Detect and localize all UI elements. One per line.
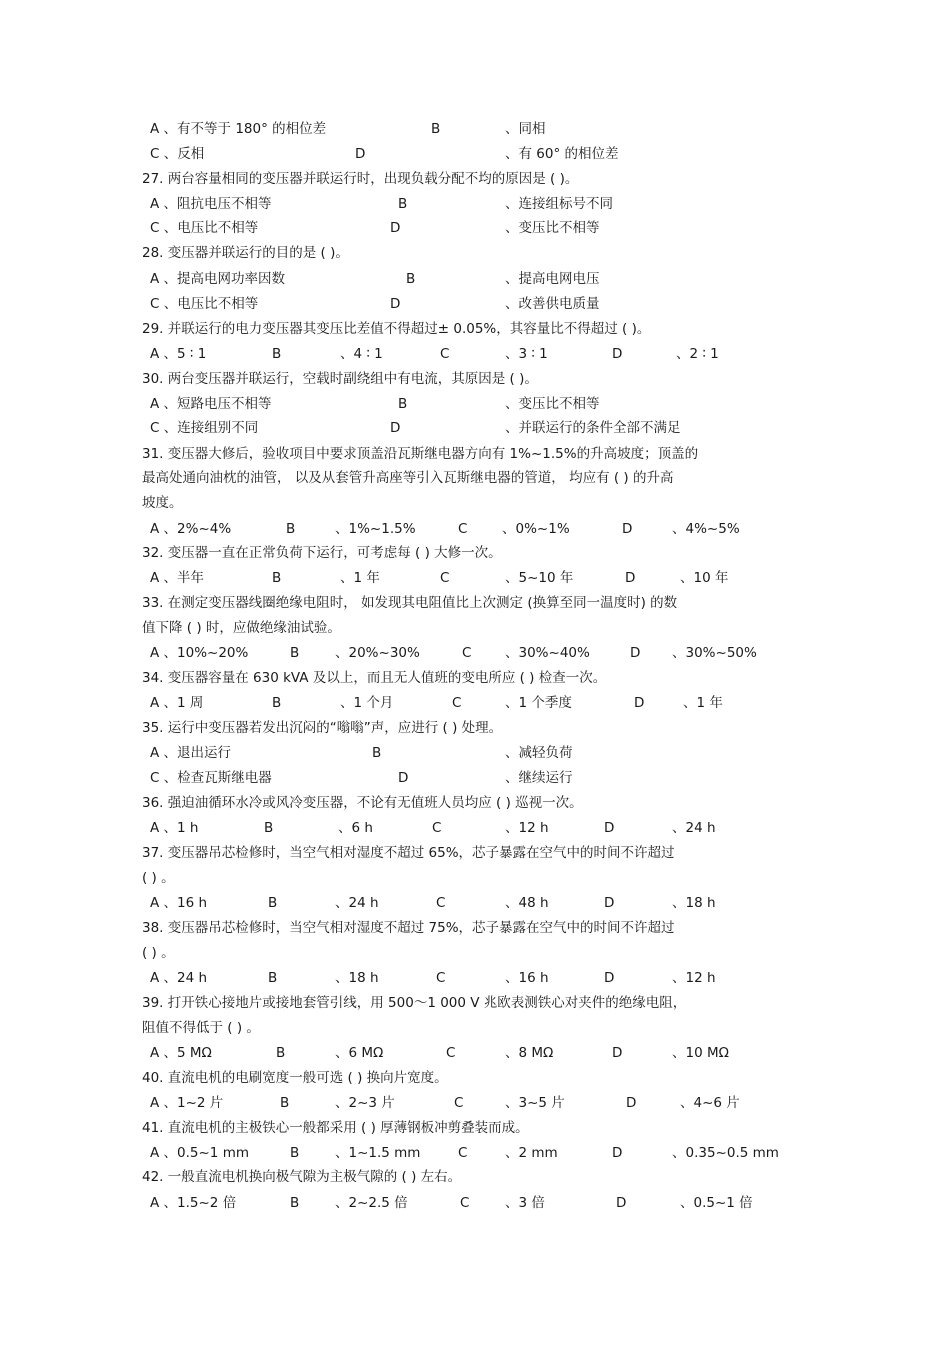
option-a: A 、短路电压不相等 xyxy=(150,396,272,412)
option-d: 、4~6 片 xyxy=(680,1095,740,1111)
option-d-letter: D xyxy=(398,770,409,786)
option-a: A 、5 MΩ xyxy=(150,1045,212,1061)
option-c: C 、电压比不相等 xyxy=(150,220,259,236)
option-d-letter: D xyxy=(622,521,633,537)
option-b: 、变压比不相等 xyxy=(505,396,600,412)
option-a: A 、退出运行 xyxy=(150,745,232,761)
option-b: 、1 个月 xyxy=(340,695,394,711)
option-c-letter: C xyxy=(440,346,450,362)
option-b: 、6 MΩ xyxy=(335,1045,384,1061)
option-c: 、0%~1% xyxy=(502,521,570,537)
option-a: A 、10%~20% xyxy=(150,645,249,661)
option-c: C 、电压比不相等 xyxy=(150,296,259,312)
question-30: 30. 两台变压器并联运行，空载时副绕组中有电流，其原因是 ( )。 xyxy=(142,371,538,387)
option-d-letter: D xyxy=(390,420,401,436)
option-c: C 、反相 xyxy=(150,146,205,162)
option-b-letter: B xyxy=(280,1095,290,1111)
option-b-letter: B xyxy=(372,745,382,761)
option-b: 、1%~1.5% xyxy=(335,521,416,537)
option-b: 、2~2.5 倍 xyxy=(335,1195,408,1211)
question-38-line-2: ( ) 。 xyxy=(142,945,175,961)
question-31-line-2: 最高处通向油枕的油管， 以及从套管升高座等引入瓦斯继电器的管道， 均应有 ( ) 的升高 xyxy=(142,470,674,486)
option-c-letter: C xyxy=(454,1095,464,1111)
option-c: 、3 倍 xyxy=(505,1195,545,1211)
question-37-line-2: ( ) 。 xyxy=(142,870,175,886)
option-c-letter: C xyxy=(462,645,472,661)
option-b-letter: B xyxy=(290,645,300,661)
option-d: 、18 h xyxy=(672,895,716,911)
option-b: 、连接组标号不同 xyxy=(505,196,613,212)
option-d-letter: D xyxy=(604,895,615,911)
option-c: 、16 h xyxy=(505,970,549,986)
option-d-letter: D xyxy=(634,695,645,711)
option-b-letter: B xyxy=(272,346,282,362)
question-34: 34. 变压器容量在 630 kVA 及以上，而且无人值班的变电所应 ( ) 检查一次。 xyxy=(142,670,607,686)
option-a: A 、24 h xyxy=(150,970,208,986)
option-b-letter: B xyxy=(431,121,441,137)
option-b: 、18 h xyxy=(335,970,379,986)
option-d: 、0.5~1 倍 xyxy=(680,1195,753,1211)
option-d: 、继续运行 xyxy=(505,770,573,786)
option-b: 、4 ∶ 1 xyxy=(340,346,383,362)
option-b-letter: B xyxy=(264,820,274,836)
question-32: 32. 变压器一直在正常负荷下运行，可考虑每 ( ) 大修一次。 xyxy=(142,545,502,561)
option-b-letter: B xyxy=(272,570,282,586)
option-b: 、减轻负荷 xyxy=(505,745,573,761)
option-c: 、48 h xyxy=(505,895,549,911)
option-d: 、12 h xyxy=(672,970,716,986)
option-b: 、提高电网电压 xyxy=(505,271,600,287)
option-a: A 、半年 xyxy=(150,570,205,586)
option-c: 、2 mm xyxy=(505,1145,558,1161)
option-d-letter: D xyxy=(625,570,636,586)
option-d-letter: D xyxy=(630,645,641,661)
option-c: 、3 ∶ 1 xyxy=(505,346,548,362)
option-d: 、10 年 xyxy=(680,570,729,586)
option-c: 、30%~40% xyxy=(505,645,590,661)
option-d: 、有 60° 的相位差 xyxy=(505,146,619,162)
option-d-letter: D xyxy=(612,1045,623,1061)
option-a: A 、0.5~1 mm xyxy=(150,1145,249,1161)
question-27: 27. 两台容量相同的变压器并联运行时，出现负载分配不均的原因是 ( )。 xyxy=(142,171,579,187)
option-b: 、20%~30% xyxy=(335,645,420,661)
option-c-letter: C xyxy=(436,895,446,911)
question-38-line-1: 38. 变压器吊芯检修时，当空气相对湿度不超过 75%，芯子暴露在空气中的时间不许超过 xyxy=(142,920,675,936)
option-d: 、改善供电质量 xyxy=(505,296,600,312)
option-b-letter: B xyxy=(398,196,408,212)
option-d: 、10 MΩ xyxy=(672,1045,729,1061)
question-39-line-1: 39. 打开铁心接地片或接地套管引线，用 500～1 000 V 兆欧表测铁心对夹件的绝缘电阻， xyxy=(142,995,687,1011)
option-c-letter: C xyxy=(432,820,442,836)
option-c: 、1 个季度 xyxy=(505,695,572,711)
option-d: 、并联运行的条件全部不满足 xyxy=(505,420,681,436)
option-b: 、24 h xyxy=(335,895,379,911)
option-b: 、6 h xyxy=(338,820,373,836)
option-d: 、30%~50% xyxy=(672,645,757,661)
option-a: A 、1~2 片 xyxy=(150,1095,224,1111)
option-d: 、0.35~0.5 mm xyxy=(672,1145,779,1161)
question-33-line-2: 值下降 ( ) 时，应做绝缘油试验。 xyxy=(142,620,341,636)
option-b: 、1 年 xyxy=(340,570,380,586)
option-c: C 、检查瓦斯继电器 xyxy=(150,770,272,786)
option-d-letter: D xyxy=(612,346,623,362)
option-b: 、1~1.5 mm xyxy=(335,1145,421,1161)
option-c-letter: C xyxy=(460,1195,470,1211)
question-31-line-1: 31. 变压器大修后，验收项目中要求顶盖沿瓦斯继电器方向有 1%~1.5%的升高坡度；顶盖的 xyxy=(142,446,699,462)
option-d: 、变压比不相等 xyxy=(505,220,600,236)
option-a: A 、阻抗电压不相等 xyxy=(150,196,272,212)
option-c-letter: C xyxy=(446,1045,456,1061)
option-b-letter: B xyxy=(398,396,408,412)
question-33-line-1: 33. 在测定变压器线圈绝缘电阻时， 如发现其电阻值比上次测定 (换算至同一温度时) 的数 xyxy=(142,595,678,611)
option-a: A 、提高电网功率因数 xyxy=(150,271,286,287)
option-d: 、1 年 xyxy=(683,695,723,711)
option-a: A 、5 ∶ 1 xyxy=(150,346,207,362)
option-c: C 、连接组别不同 xyxy=(150,420,259,436)
option-a: A 、1 周 xyxy=(150,695,204,711)
option-a: A 、1.5~2 倍 xyxy=(150,1195,237,1211)
option-c: 、5~10 年 xyxy=(505,570,574,586)
option-c: 、12 h xyxy=(505,820,549,836)
option-b: 、同相 xyxy=(505,121,546,137)
option-d-letter: D xyxy=(390,296,401,312)
option-c-letter: C xyxy=(458,521,468,537)
option-a: A 、有不等于 180° 的相位差 xyxy=(150,121,327,137)
option-d: 、24 h xyxy=(672,820,716,836)
question-42: 42. 一般直流电机换向极气隙为主极气隙的 ( ) 左右。 xyxy=(142,1169,462,1185)
option-b-letter: B xyxy=(272,695,282,711)
option-b-letter: B xyxy=(268,895,278,911)
option-c: 、8 MΩ xyxy=(505,1045,554,1061)
option-b-letter: B xyxy=(268,970,278,986)
option-c-letter: C xyxy=(452,695,462,711)
option-d-letter: D xyxy=(604,820,615,836)
question-39-line-2: 阻值不得低于 ( ) 。 xyxy=(142,1020,260,1036)
option-d-letter: D xyxy=(612,1145,623,1161)
option-b-letter: B xyxy=(290,1195,300,1211)
question-37-line-1: 37. 变压器吊芯检修时，当空气相对湿度不超过 65%，芯子暴露在空气中的时间不许超过 xyxy=(142,845,675,861)
option-d-letter: D xyxy=(390,220,401,236)
option-c: 、3~5 片 xyxy=(505,1095,565,1111)
option-c-letter: C xyxy=(440,570,450,586)
option-b-letter: B xyxy=(406,271,416,287)
option-d-letter: D xyxy=(626,1095,637,1111)
option-a: A 、1 h xyxy=(150,820,199,836)
option-d-letter: D xyxy=(355,146,366,162)
question-35: 35. 运行中变压器若发出沉闷的“嗡嗡”声，应进行 ( ) 处理。 xyxy=(142,720,503,736)
option-c-letter: C xyxy=(436,970,446,986)
option-d-letter: D xyxy=(604,970,615,986)
question-41: 41. 直流电机的主极铁心一般都采用 ( ) 厚薄钢板冲剪叠装而成。 xyxy=(142,1120,529,1136)
option-b-letter: B xyxy=(276,1045,286,1061)
option-a: A 、2%~4% xyxy=(150,521,232,537)
question-40: 40. 直流电机的电刷宽度一般可选 ( ) 换向片宽度。 xyxy=(142,1070,448,1086)
option-b-letter: B xyxy=(290,1145,300,1161)
option-d: 、4%~5% xyxy=(672,521,740,537)
question-31-line-3: 坡度。 xyxy=(142,495,183,511)
question-36: 36. 强迫油循环水冷或风冷变压器，不论有无值班人员均应 ( ) 巡视一次。 xyxy=(142,795,583,811)
question-28: 28. 变压器并联运行的目的是 ( )。 xyxy=(142,245,349,261)
option-a: A 、16 h xyxy=(150,895,208,911)
option-b: 、2~3 片 xyxy=(335,1095,395,1111)
question-29: 29. 并联运行的电力变压器其变压比差值不得超过± 0.05%，其容量比不得超过 ( )。 xyxy=(142,321,651,337)
option-d: 、2 ∶ 1 xyxy=(676,346,719,362)
option-c-letter: C xyxy=(458,1145,468,1161)
option-d-letter: D xyxy=(616,1195,627,1211)
option-b-letter: B xyxy=(286,521,296,537)
